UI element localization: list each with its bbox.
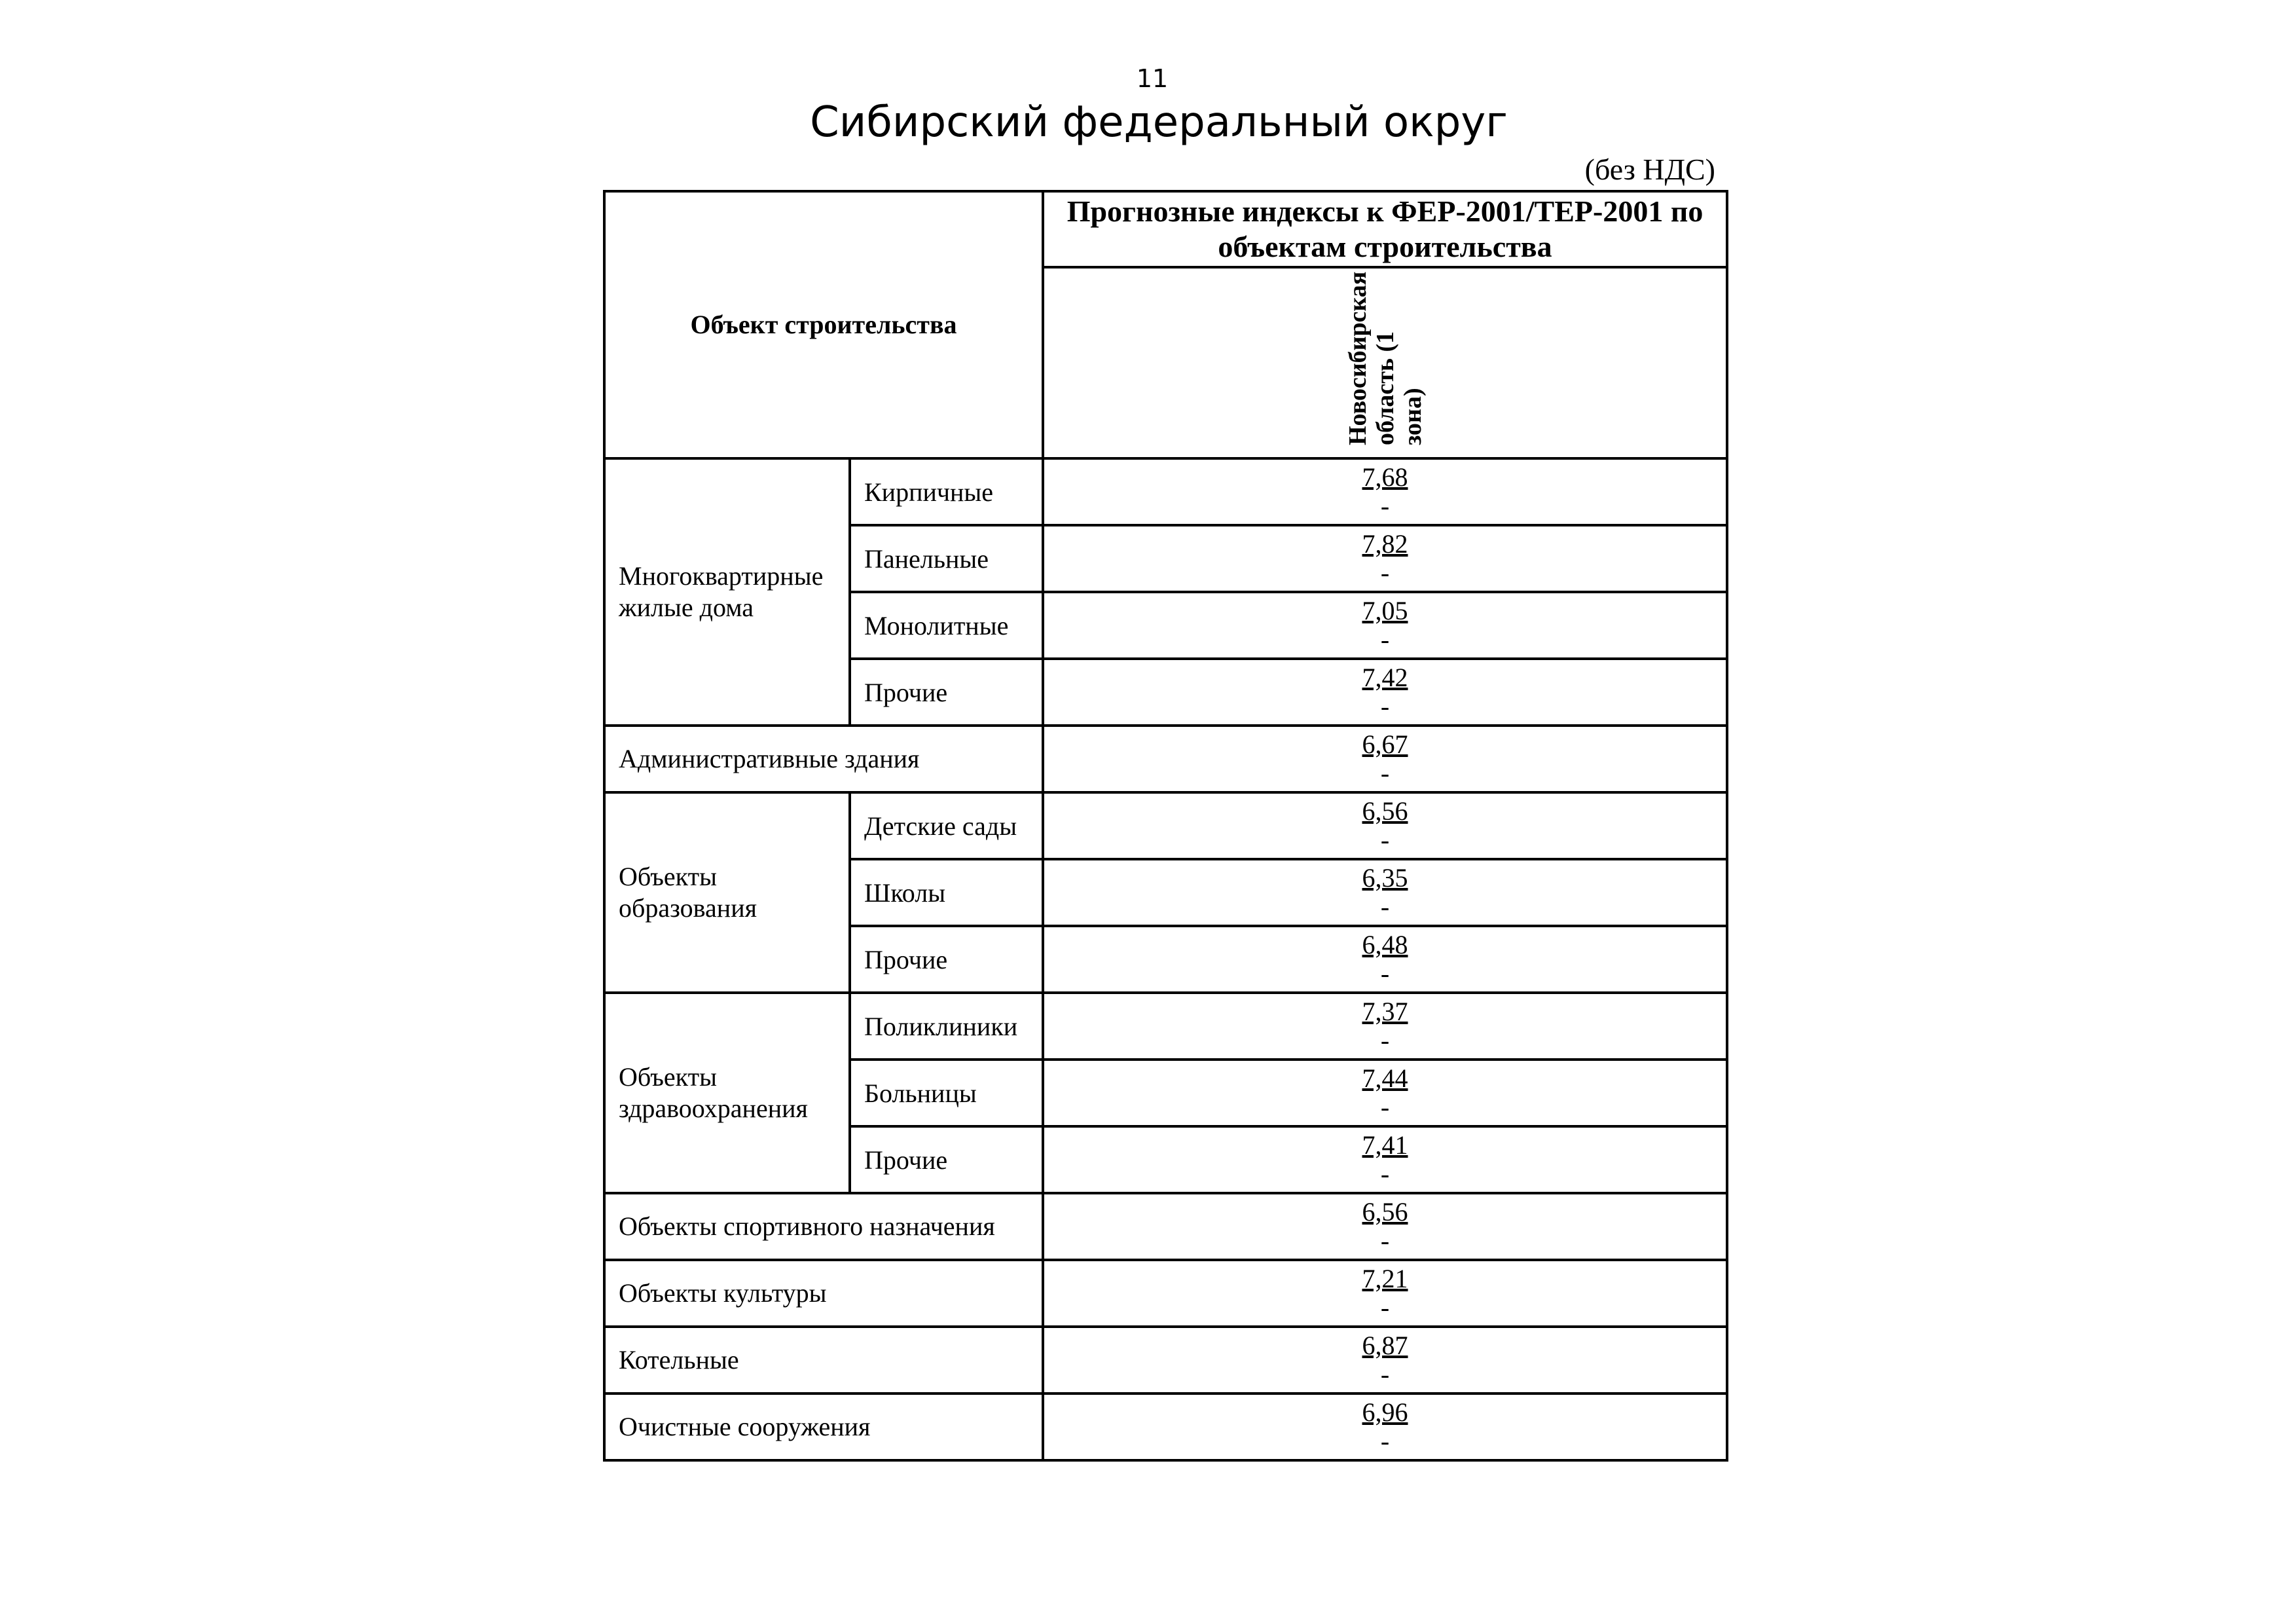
value-number: 6,56 bbox=[1362, 796, 1408, 826]
header-region bbox=[1043, 267, 1727, 458]
value-sub: - bbox=[1380, 825, 1390, 855]
table-row bbox=[604, 1260, 1727, 1327]
row-value bbox=[1043, 792, 1727, 859]
value-sub: - bbox=[1380, 1359, 1390, 1389]
value-number: 7,05 bbox=[1362, 596, 1408, 625]
page-number: 11 bbox=[1136, 64, 1169, 93]
table-row bbox=[604, 458, 1727, 525]
value-sub: - bbox=[1380, 1092, 1390, 1122]
vat-note: (без НДС) bbox=[1584, 153, 1715, 186]
row-label: Прочие bbox=[850, 926, 1043, 993]
row-value bbox=[1043, 458, 1727, 525]
value-number: 6,87 bbox=[1362, 1331, 1408, 1360]
value-number: 7,21 bbox=[1362, 1264, 1408, 1293]
value-sub: - bbox=[1380, 959, 1390, 988]
row-label: Прочие bbox=[850, 659, 1043, 726]
row-label: Больницы bbox=[850, 1060, 1043, 1126]
row-label: Поликлиники bbox=[850, 993, 1043, 1060]
row-value bbox=[1043, 993, 1727, 1060]
table-row bbox=[604, 1193, 1727, 1260]
value-number: 6,67 bbox=[1362, 729, 1408, 759]
row-label: Объекты культуры bbox=[604, 1260, 1043, 1327]
value-sub: - bbox=[1380, 491, 1390, 521]
value-number: 6,35 bbox=[1362, 863, 1408, 893]
value-sub: - bbox=[1380, 625, 1390, 654]
row-value bbox=[1043, 1193, 1727, 1260]
row-label: Прочие bbox=[850, 1126, 1043, 1193]
value-number: 7,82 bbox=[1362, 529, 1408, 559]
row-label: Кирпичные bbox=[850, 458, 1043, 525]
row-label: Котельные bbox=[604, 1327, 1043, 1393]
value-sub: - bbox=[1380, 1025, 1390, 1055]
value-number: 7,44 bbox=[1362, 1063, 1408, 1093]
header-index: Прогнозные индексы к ФЕР-2001/ТЕР-2001 по объектам строительства bbox=[1043, 191, 1727, 267]
value-sub: - bbox=[1380, 1426, 1390, 1456]
value-number: 6,96 bbox=[1362, 1397, 1408, 1427]
table-row bbox=[604, 726, 1727, 792]
table-row bbox=[604, 1327, 1727, 1393]
row-label: Панельные bbox=[850, 525, 1043, 592]
row-value bbox=[1043, 659, 1727, 726]
value-sub: - bbox=[1380, 558, 1390, 587]
row-label: Очистные сооружения bbox=[604, 1393, 1043, 1460]
row-value bbox=[1043, 1327, 1727, 1393]
group-residential: Многоквартирные жилые дома bbox=[604, 458, 850, 726]
header-object: Объект строительства bbox=[604, 191, 1043, 458]
table-row bbox=[604, 1393, 1727, 1460]
row-label: Школы bbox=[850, 859, 1043, 926]
table-row bbox=[604, 792, 1727, 859]
row-value bbox=[1043, 1260, 1727, 1327]
value-number: 7,42 bbox=[1362, 663, 1408, 692]
row-label: Детские сады bbox=[850, 792, 1043, 859]
value-number: 7,41 bbox=[1362, 1130, 1408, 1160]
value-sub: - bbox=[1380, 1226, 1390, 1255]
value-sub: - bbox=[1380, 1293, 1390, 1322]
row-label: Административные здания bbox=[604, 726, 1043, 792]
value-sub: - bbox=[1380, 692, 1390, 721]
row-value bbox=[1043, 926, 1727, 993]
value-number: 6,48 bbox=[1362, 930, 1408, 959]
value-number: 7,37 bbox=[1362, 997, 1408, 1026]
value-sub: - bbox=[1380, 1159, 1390, 1189]
value-number: 7,68 bbox=[1362, 462, 1408, 492]
row-label: Объекты спортивного назначения bbox=[604, 1193, 1043, 1260]
row-value bbox=[1043, 859, 1727, 926]
value-sub: - bbox=[1380, 892, 1390, 921]
value-number: 6,56 bbox=[1362, 1197, 1408, 1227]
group-health: Объекты здравоохранения bbox=[604, 993, 850, 1193]
index-table bbox=[603, 190, 1728, 1462]
header-region-label: Новосибирская область (1 зона) bbox=[1343, 271, 1427, 445]
table-row bbox=[604, 993, 1727, 1060]
row-value bbox=[1043, 726, 1727, 792]
row-value bbox=[1043, 1393, 1727, 1460]
row-value bbox=[1043, 592, 1727, 659]
group-education: Объекты образования bbox=[604, 792, 850, 993]
row-value bbox=[1043, 525, 1727, 592]
page-title: Сибирский федеральный округ bbox=[810, 98, 1508, 147]
row-label: Монолитные bbox=[850, 592, 1043, 659]
value-sub: - bbox=[1380, 758, 1390, 788]
row-value bbox=[1043, 1126, 1727, 1193]
row-value bbox=[1043, 1060, 1727, 1126]
